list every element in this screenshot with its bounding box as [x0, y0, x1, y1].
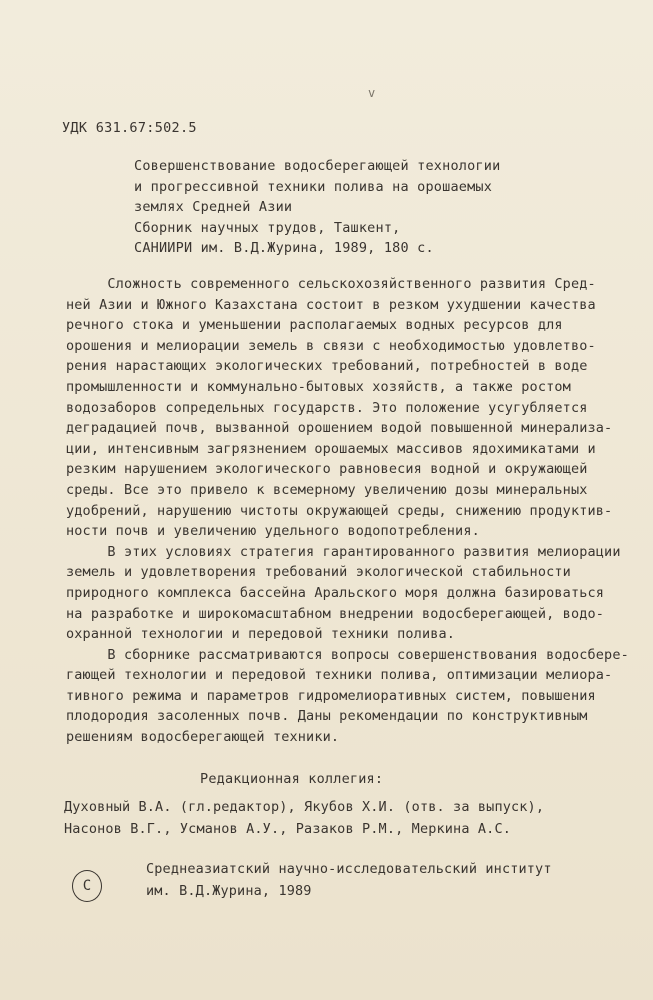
abstract-line: промышленности и коммунально-бытовых хозяйств, а также ростом	[66, 378, 571, 395]
biblio-line: землях Средней Азии	[134, 199, 293, 215]
abstract-line: деградацией почв, вызванной орошением водой повышенной минерализа-	[66, 420, 613, 437]
abstract-line: природного комплекса бассейна Аральского моря должна базироваться	[66, 584, 605, 601]
editorial-board-heading: Редакционная коллегия:	[200, 771, 384, 787]
abstract-line: ции, интенсивным загрязнением орошаемых массивов ядохимикатами и	[66, 440, 596, 457]
abstract-line: удобрений, нарушению чистоты окружающей среды, снижению продуктив-	[66, 502, 613, 519]
abstract-line: ности почв и увеличению удельного водопотребления.	[66, 523, 480, 540]
abstract-line: В этих условиях стратегия гарантированного развития мелиорации	[66, 543, 621, 560]
institute-imprint	[146, 858, 552, 902]
institute-line: Среднеазиатский научно-исследовательский институт	[146, 861, 552, 877]
abstract-line: на разработке и широкомасштабном внедрении водосберегающей, водо-	[66, 605, 605, 622]
abstract-line: рения нарастающих экологических требований, потребностей в воде	[66, 358, 588, 375]
editors-line: Духовный В.А. (гл.редактор), Якубов Х.И. (отв. за выпуск),	[64, 799, 545, 815]
udc-code: УДК 631.67:502.5	[62, 120, 197, 136]
institute-line: им. В.Д.Журина, 1989	[146, 883, 312, 899]
copyright-letter: С	[82, 878, 92, 894]
abstract-line: резким нарушением экологического равновесия водной и окружающей	[66, 461, 588, 478]
abstract-text	[66, 274, 632, 748]
biblio-line: и прогрессивной техники полива на орошаемых	[134, 178, 493, 195]
abstract-line: земель и удовлетворения требований экологической стабильности	[66, 564, 571, 581]
abstract-line: тивного режима и параметров гидромелиоративных систем, повышения	[66, 687, 596, 704]
abstract-line: плодородия засоленных почв. Даны рекомендации по конструктивным	[66, 708, 588, 725]
top-mark: v	[368, 86, 376, 100]
abstract-line: среды. Все это привело к всемерному увеличению дозы минеральных	[66, 481, 588, 498]
biblio-line: САНИИРИ им. В.Д.Журина, 1989, 180 с.	[134, 240, 434, 256]
abstract-line: В сборнике рассматриваются вопросы совершенствования водосбере-	[66, 646, 629, 663]
biblio-line: Совершенствование водосберегающей технологии	[134, 158, 501, 174]
abstract-line: водозаборов сопредельных государств. Это положение усугубляется	[66, 399, 588, 416]
bibliographic-entry	[134, 156, 634, 259]
abstract-line: орошения и мелиорации земель в связи с необходимостью удовлетво-	[66, 337, 596, 354]
abstract-line: ней Азии и Южного Казахстана состоит в резком ухудшении качества	[66, 296, 596, 313]
abstract-line: охранной технологии и передовой техники полива.	[66, 626, 456, 643]
abstract-line: Сложность современного сельскохозяйственного развития Сред-	[66, 276, 596, 292]
abstract-line: гающей технологии и передовой техники полива, оптимизации мелиора-	[66, 667, 613, 684]
editors-list	[64, 796, 544, 840]
biblio-line: Сборник научных трудов, Ташкент,	[134, 219, 401, 236]
abstract-line: речного стока и уменьшении располагаемых водных ресурсов для	[66, 317, 563, 334]
editors-line: Насонов В.Г., Усманов А.У., Разаков Р.М., Меркина А.С.	[64, 821, 511, 837]
abstract-line: решениям водосберегающей техники.	[66, 729, 340, 746]
copyright-icon	[72, 870, 102, 902]
